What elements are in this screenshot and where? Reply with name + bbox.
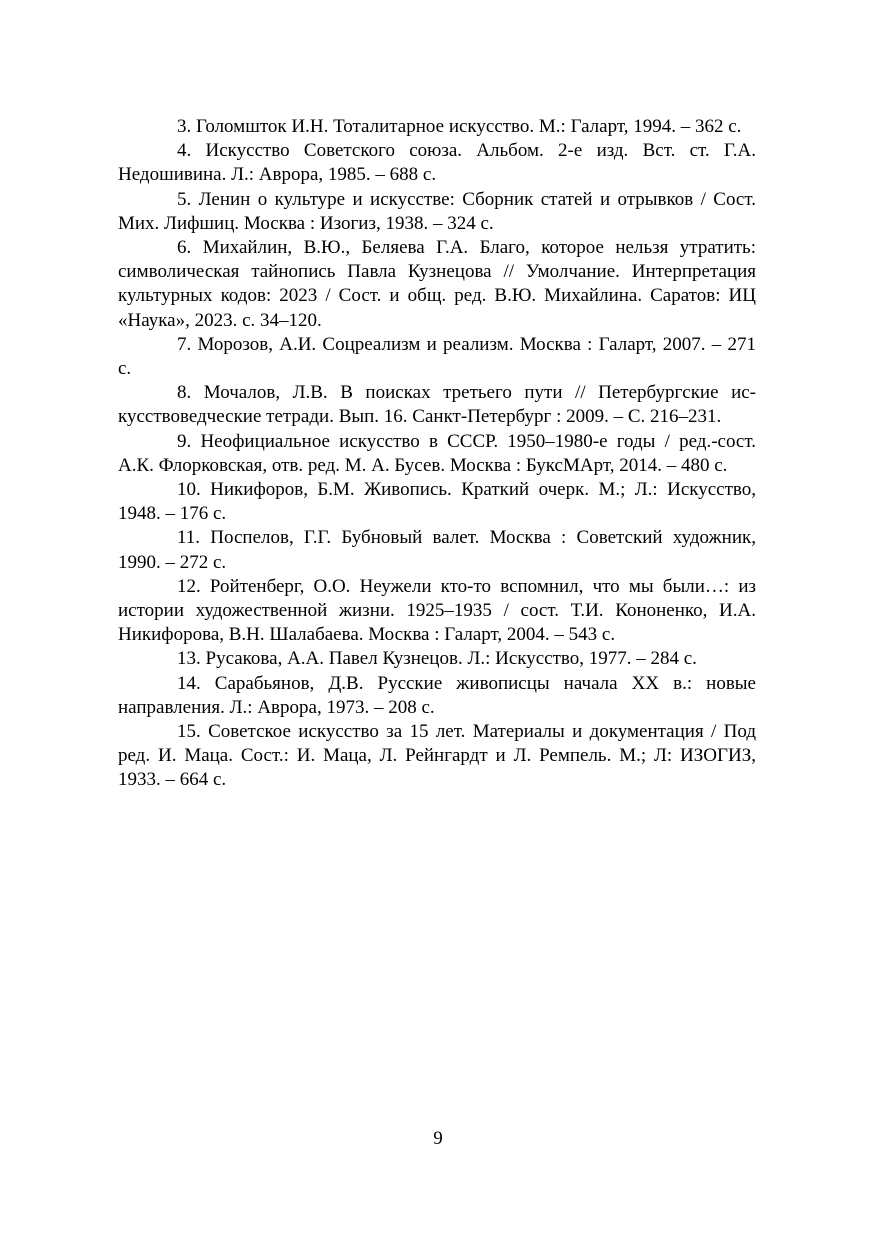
bibliography-list: [118, 115, 756, 793]
bibliography-entry: 12. Ройтенберг, О.О. Неужели кто-то вспомнил, что мы были…: из истории художественной жизни. 1925–1935 / сост. Т.И. Кононенко, И.А. Никифорова, В.Н. Шалабаева. Москва : Галарт, 2004. – 543 с.: [118, 575, 756, 646]
bibliography-entry: 9. Неофициальное искусство в СССР. 1950–1980-е годы / ред.-сост. А.К. Флорковская, отв. ред. М. А. Бусев. Москва : БуксМАрт, 2014. – 480 с.: [118, 430, 756, 476]
page-number: 9: [433, 1128, 443, 1149]
bibliography-entry: 6. Михайлин, В.Ю., Беляева Г.А. Благо, которое нельзя утратить: символическая тайнопись Павла Кузнецова // Умолчание. Интерпретация культурных кодов: 2023 / Сост. и общ. ред. В.Ю. Михайлина. Саратов: ИЦ «Наука», 2023. с. 34–120.: [118, 237, 756, 331]
bibliography-entry: 7. Морозов, А.И. Соцреализм и реализм. Москва : Галарт, 2007. – 271 с.: [118, 333, 756, 380]
bibliography-entry: 5. Ленин о культуре и искусстве: Сборник статей и отрывков / Сост. Мих. Лифшиц. Москва : Изогиз, 1938. – 324 с.: [118, 188, 756, 234]
bibliography-entry: 14. Сарабьянов, Д.В. Русские живописцы начала XX в.: новые направления. Л.: Аврора, 1973. – 208 с.: [118, 672, 756, 718]
bibliography-entry: 13. Русакова, А.А. Павел Кузнецов. Л.: Искусство, 1977. – 284 с.: [177, 648, 697, 670]
bibliography-entry: 15. Советское искусство за 15 лет. Материалы и документация / Под ред. И. Маца. Сост.: И. Маца, Л. Рейнгардт и Л. Ремпель. М.; Л: ИЗОГИЗ, 1933. – 664 с.: [118, 721, 756, 791]
bibliography-entry: 3. Голомшток И.Н. Тоталитарное искусство. М.: Галарт, 1994. – 362 с.: [177, 116, 742, 137]
bibliography-entry: 10. Никифоров, Б.М. Живопись. Краткий очерк. М.; Л.: Искусство, 1948. – 176 с.: [118, 479, 756, 525]
bibliography-entry: 11. Поспелов, Г.Г. Бубновый валет. Москва : Советский художник, 1990. – 272 с.: [118, 527, 756, 573]
bibliography-entry: 4. Искусство Советского союза. Альбом. 2-е изд. Вст. ст. Г.А. Недошивина. Л.: Аврора, 1985. – 688 с.: [118, 140, 756, 186]
bibliography-entry: 8. Мочалов, Л.В. В поисках третьего пути // Петербургские искусствоведческие тетради. Вып. 16. Санкт-Петербург : 2009. – С. 216–231.: [118, 382, 756, 428]
